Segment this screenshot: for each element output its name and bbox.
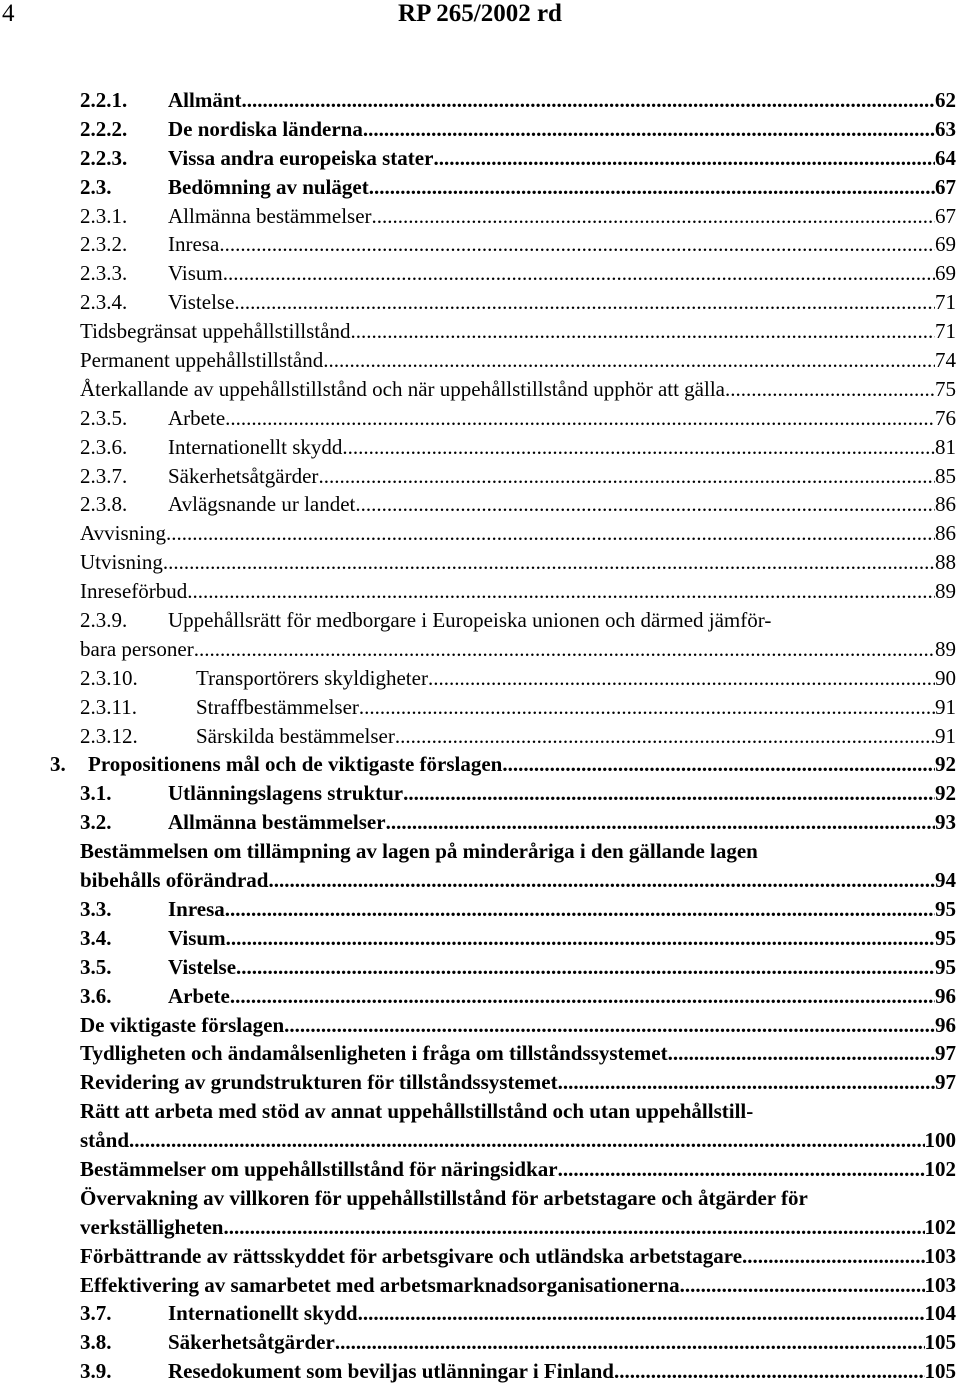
toc-entry-title: Vistelse — [168, 290, 235, 315]
toc-entry-page: 96 — [935, 983, 956, 1008]
toc-entry-number: 3.7. — [80, 1301, 112, 1326]
toc-entry-page: 89 — [935, 636, 956, 661]
toc-entry-title: Permanent uppehållstillstånd — [80, 348, 324, 373]
toc-entry-number: 2.2.1. — [80, 88, 128, 112]
toc-entry — [0, 230, 960, 259]
toc-entry-title: Straffbestämmelser — [196, 694, 359, 719]
toc-entry — [0, 1126, 960, 1155]
dot-leader — [342, 433, 935, 462]
toc-entry-number: 2.3.7. — [80, 463, 128, 488]
toc-entry — [0, 895, 960, 924]
toc-entry — [0, 808, 960, 837]
dot-leader — [230, 982, 935, 1011]
toc-entry — [0, 519, 960, 548]
dot-leader — [668, 1039, 935, 1068]
toc-entry — [0, 288, 960, 317]
toc-entry-page: 90 — [935, 665, 956, 690]
dot-leader — [558, 1155, 925, 1184]
toc-entry-page: 105 — [924, 1359, 956, 1384]
toc-entry — [0, 404, 960, 433]
toc-entry-page: 95 — [935, 925, 956, 950]
toc-entry-page: 71 — [935, 319, 956, 344]
page-number: 4 — [2, 0, 15, 27]
toc-entry-title: Tydligheten och ändamålsenligheten i fråga om tillståndssystemet — [80, 1041, 668, 1066]
toc-entry-page: 102 — [924, 1156, 956, 1181]
toc-entry-page: 91 — [935, 694, 956, 719]
toc-entry-number: 2.3.3. — [80, 261, 128, 286]
toc-entry-number: 2.3. — [80, 174, 112, 199]
toc-entry-title: Resedokument som beviljas utlänningar i Finland — [168, 1359, 614, 1384]
toc-entry-title: Allmänt — [168, 88, 242, 112]
toc-entry-title: Propositionens mål och de viktigaste förslagen — [88, 752, 503, 777]
toc-entry-number: 2.3.11. — [80, 694, 137, 719]
toc-entry — [0, 317, 960, 346]
dot-leader — [433, 144, 935, 173]
toc-entry — [0, 86, 960, 115]
dot-leader — [350, 317, 935, 346]
toc-entry — [0, 1271, 960, 1300]
toc-entry-title: stånd — [80, 1128, 130, 1153]
dot-leader — [358, 1299, 925, 1328]
dot-leader — [284, 1011, 935, 1040]
toc-entry-page: 89 — [935, 579, 956, 604]
toc-entry — [0, 982, 960, 1011]
toc-entry-number: 2.3.4. — [80, 290, 128, 315]
dot-leader — [335, 1328, 925, 1357]
toc-entry-title: Bestämmelser om uppehållstillstånd för näringsidkar — [80, 1156, 558, 1181]
toc-entry-title: Vissa andra europeiska stater — [168, 145, 434, 170]
dot-leader — [225, 404, 935, 433]
dot-leader — [386, 808, 935, 837]
toc-entry-title: Allmänna bestämmelser — [168, 203, 372, 228]
dot-leader — [166, 519, 935, 548]
dot-leader — [428, 664, 935, 693]
dot-leader — [234, 288, 935, 317]
toc-entry — [0, 866, 960, 895]
dot-leader — [725, 375, 935, 404]
toc-entry-number: 2.2.3. — [80, 145, 128, 170]
toc-entry-title: Övervakning av villkoren för uppehållstillstånd för arbetstagare och åtgärder för — [80, 1185, 808, 1210]
toc-entry-page: 103 — [924, 1243, 956, 1268]
toc-entry-page: 75 — [935, 376, 956, 401]
toc-entry — [0, 490, 960, 519]
toc-entry-title: Tidsbegränsat uppehållstillstånd — [80, 319, 351, 344]
dot-leader — [680, 1271, 925, 1300]
toc-entry-page: 63 — [935, 116, 956, 141]
toc-entry-title: Avlägsnande ur landet — [168, 492, 356, 517]
toc-entry-title: Utvisning — [80, 550, 163, 575]
toc-entry-number: 2.3.10. — [80, 665, 138, 690]
toc-entry-title: Bedömning av nuläget — [168, 174, 369, 199]
toc-entry-title: Förbättrande av rättsskyddet för arbetsgivare och utländska arbetstagare — [80, 1243, 743, 1268]
toc-entry-title: Särskilda bestämmelser — [196, 723, 395, 748]
toc-entry — [0, 1357, 960, 1386]
toc-entry-title: Visum — [168, 925, 226, 950]
toc-entry-page: 85 — [935, 463, 956, 488]
dot-leader — [614, 1357, 925, 1386]
toc-entry-page: 69 — [935, 261, 956, 286]
dot-leader — [742, 1242, 924, 1271]
toc-entry — [0, 173, 960, 202]
dot-leader — [236, 953, 935, 982]
toc-entry-number: 2.3.9. — [80, 608, 128, 633]
toc-entry-page: 97 — [935, 1070, 956, 1095]
toc-entry-page: 71 — [935, 290, 956, 315]
dot-leader — [318, 462, 935, 491]
toc-entry-number: 3.3. — [80, 896, 112, 921]
toc-entry — [0, 115, 960, 144]
toc-entry — [0, 953, 960, 982]
dot-leader — [395, 722, 935, 751]
toc-entry-number: 3. — [50, 752, 66, 777]
toc-entry — [0, 722, 960, 751]
toc-entry-title: Återkallande av uppehållstillstånd och när uppehållstillstånd upphör att gälla — [80, 376, 725, 401]
toc-entry-page: 100 — [924, 1128, 956, 1153]
toc-entry — [0, 924, 960, 953]
toc-entry — [0, 375, 960, 404]
toc-entry — [0, 577, 960, 606]
toc-entry-number: 2.2.2. — [80, 116, 128, 141]
toc-entry — [0, 346, 960, 375]
toc-entry-page: 74 — [935, 348, 956, 373]
toc-entry — [0, 606, 960, 635]
toc-entry-page: 88 — [935, 550, 956, 575]
dot-leader — [194, 635, 935, 664]
dot-leader — [558, 1068, 935, 1097]
document-id: RP 265/2002 rd — [398, 0, 562, 27]
toc-entry-title: Inreseförbud — [80, 579, 188, 604]
dot-leader — [323, 346, 935, 375]
toc-entry-number: 2.3.12. — [80, 723, 138, 748]
toc-entry — [0, 1299, 960, 1328]
toc-entry-number: 3.6. — [80, 983, 112, 1008]
toc-entry — [0, 1328, 960, 1357]
toc-entry-number: 3.8. — [80, 1330, 112, 1355]
toc-entry-page: 91 — [935, 723, 956, 748]
toc-entry — [0, 779, 960, 808]
dot-leader — [369, 173, 935, 202]
dot-leader — [223, 1213, 924, 1242]
table-of-contents — [0, 86, 960, 1386]
toc-entry-page: 81 — [935, 434, 956, 459]
toc-entry-number: 3.1. — [80, 781, 112, 806]
toc-entry-title: Inresa — [168, 896, 225, 921]
toc-entry-title: Uppehållsrätt för medborgare i Europeiska unionen och därmed jämför- — [168, 608, 772, 633]
toc-entry-number: 3.9. — [80, 1359, 112, 1384]
toc-entry — [0, 664, 960, 693]
dot-leader — [242, 86, 936, 115]
toc-entry-title: Inresa — [168, 232, 220, 257]
toc-entry-number: 2.3.6. — [80, 434, 128, 459]
toc-entry — [0, 635, 960, 664]
toc-entry-page: 67 — [935, 174, 956, 199]
toc-entry — [0, 548, 960, 577]
toc-entry — [0, 1097, 960, 1126]
dot-leader — [359, 693, 935, 722]
dot-leader — [274, 866, 935, 895]
dot-leader — [225, 895, 935, 924]
toc-entry — [0, 1155, 960, 1184]
toc-entry-title: Arbete — [168, 983, 230, 1008]
toc-entry-title: Arbete — [168, 405, 226, 430]
dot-leader — [223, 259, 935, 288]
toc-entry-title: De nordiska länderna — [168, 116, 363, 141]
toc-entry — [0, 750, 960, 779]
toc-entry-page: 69 — [935, 232, 956, 257]
toc-entry-page: 86 — [935, 492, 956, 517]
dot-leader — [372, 202, 935, 231]
toc-entry-title: Visum — [168, 261, 223, 286]
toc-entry-title: bibehålls oförändrad. — [80, 868, 274, 893]
toc-entry-title: Transportörers skyldigheter — [196, 665, 428, 690]
toc-entry-page: 86 — [935, 521, 956, 546]
toc-entry — [0, 1242, 960, 1271]
toc-entry — [0, 1039, 960, 1068]
dot-leader — [355, 490, 935, 519]
toc-entry-title: Internationellt skydd — [168, 434, 343, 459]
toc-entry-page: 64 — [935, 145, 956, 170]
toc-entry-page: 97 — [935, 1041, 956, 1066]
dot-leader — [219, 230, 935, 259]
toc-entry — [0, 462, 960, 491]
toc-entry-title: Rätt att arbeta med stöd av annat uppehållstillstånd och utan uppehållstill- — [80, 1099, 754, 1124]
toc-entry-page: 103 — [924, 1272, 956, 1297]
toc-entry-number: 2.3.2. — [80, 232, 128, 257]
toc-entry-title: De viktigaste förslagen — [80, 1012, 285, 1037]
toc-entry-page: 95 — [935, 954, 956, 979]
dot-leader — [363, 115, 935, 144]
toc-entry-title: Internationellt skydd — [168, 1301, 358, 1326]
dot-leader — [502, 750, 935, 779]
dot-leader — [187, 577, 935, 606]
toc-entry — [0, 1011, 960, 1040]
toc-entry-page: 94 — [935, 868, 956, 893]
toc-entry-page: 62 — [935, 88, 956, 112]
dot-leader — [163, 548, 935, 577]
toc-entry-page: 93 — [935, 810, 956, 835]
toc-entry-title: Säkerhetsåtgärder — [168, 1330, 335, 1355]
toc-entry — [0, 1068, 960, 1097]
toc-entry-title: bara personer — [80, 636, 194, 661]
toc-entry-title: Avvisning — [80, 521, 166, 546]
toc-entry-number: 3.5. — [80, 954, 112, 979]
toc-entry — [0, 1184, 960, 1213]
toc-entry-title: Effektivering av samarbetet med arbetsmarknadsorganisationerna — [80, 1272, 680, 1297]
toc-entry-page: 104 — [924, 1301, 956, 1326]
dot-leader — [129, 1126, 924, 1155]
toc-entry — [0, 144, 960, 173]
dot-leader — [226, 924, 935, 953]
toc-entry-title: Bestämmelsen om tillämpning av lagen på minderåriga i den gällande lagen — [80, 839, 758, 864]
toc-entry-number: 2.3.5. — [80, 405, 128, 430]
toc-entry-page: 92 — [935, 781, 956, 806]
toc-entry — [0, 259, 960, 288]
toc-entry — [0, 693, 960, 722]
toc-entry-title: Allmänna bestämmelser — [168, 810, 386, 835]
toc-entry-title: Utlänningslagens struktur — [168, 781, 404, 806]
toc-entry-title: verkställigheten — [80, 1214, 224, 1239]
toc-entry-page: 102 — [924, 1214, 956, 1239]
toc-entry — [0, 837, 960, 866]
toc-entry-number: 3.4. — [80, 925, 112, 950]
toc-entry — [0, 1213, 960, 1242]
toc-entry-page: 76 — [935, 405, 956, 430]
toc-entry-page: 92 — [935, 752, 956, 777]
toc-entry-page: 67 — [935, 203, 956, 228]
toc-entry-page: 96 — [935, 1012, 956, 1037]
toc-entry — [0, 433, 960, 462]
toc-entry-title: Vistelse — [168, 954, 237, 979]
toc-entry — [0, 202, 960, 231]
toc-entry-number: 3.2. — [80, 810, 112, 835]
toc-entry-page: 105 — [924, 1330, 956, 1355]
toc-entry-page: 95 — [935, 896, 956, 921]
dot-leader — [403, 779, 935, 808]
toc-entry-title: Säkerhetsåtgärder — [168, 463, 319, 488]
toc-entry-title: Revidering av grundstrukturen för tillståndssystemet — [80, 1070, 558, 1095]
toc-entry-number: 2.3.8. — [80, 492, 128, 517]
toc-entry-number: 2.3.1. — [80, 203, 128, 228]
